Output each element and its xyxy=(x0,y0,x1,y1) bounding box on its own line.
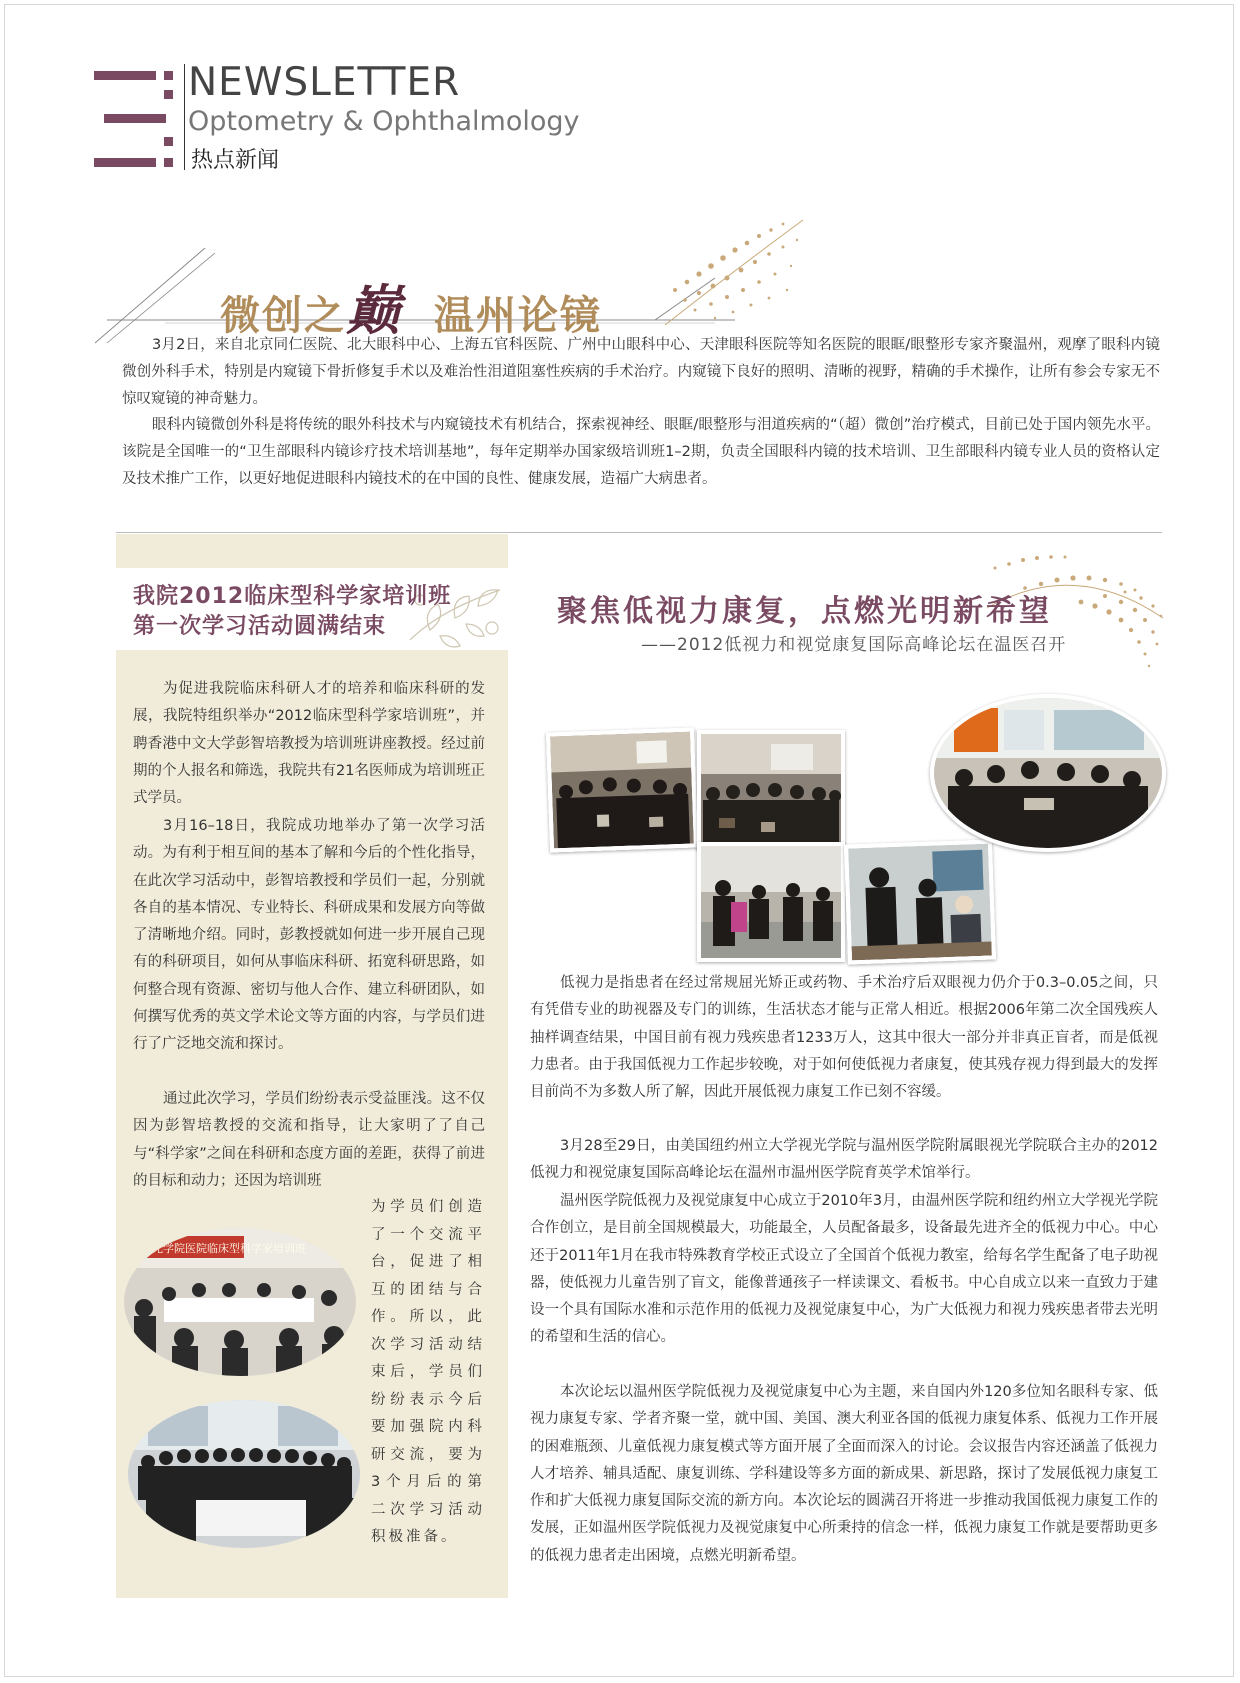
forum-photo-1 xyxy=(546,727,698,852)
forum-photo-2 xyxy=(697,730,845,850)
right-article-subtitle: ——2012低视力和视觉康复国际高峰论坛在温医召开 xyxy=(641,635,1067,655)
newsletter-title: NEWSLETTER xyxy=(188,60,461,105)
feature-paragraph-2: 眼科内镜微创外科是将传统的眼外科技术与内窥镜技术有机结合，探索视神经、眼眶/眼整形与泪道疾病的“（超）微创”治疗模式，目前已处于国内领先水平。该院是全国唯一的“卫生部眼科内镜诊疗技术培训基地”，每年定期举办国家级培训班1–2期，负责全国眼科内镜的技术培训、卫生部眼科内镜专业人员的资格认定及技术推广工作，以更好地促进眼科内镜技术的在中国的良性、健康发展，造福广大病患者。 xyxy=(122,417,1160,487)
decorative-dot-spray xyxy=(655,210,805,330)
feature-paragraph-1: 3月2日，来自北京同仁医院、北大眼科中心、上海五官科医院、广州中山眼科中心、天津眼科医院等知名医院的眼眶/眼整形专家齐聚温州，观摩了眼科内镜微创外科手术，特别是内窥镜下骨折修复手术以及难治性泪道阻塞性疾病的手术治疗。内窥镜下良好的照明、清晰的视野，精确的手术操作，让所有参会专家无不惊叹窥镜的神奇魅力。 xyxy=(122,337,1160,407)
right-paragraph-1: 低视力是指患者在经过常规屈光矫正或药物、手术治疗后双眼视力仍介于0.3–0.05之间，只有凭借专业的助视器及专门的训练，生活状态才能与正常人相近。根据2006年第二次全国残疾人抽样调查结果，中国目前有视力残疾患者1233万人，这其中很大一部分并非真正盲者，而是低视力患者。由于我国低视力工作起步较晚，对于如何使低视力者康复，使其残存视力得到最大的发挥目前尚不为多数人所了解，因此开展低视力康复工作已刻不容缓。 xyxy=(530,975,1158,1101)
training-photo-2 xyxy=(128,1400,360,1548)
forum-photo-4 xyxy=(844,839,996,964)
left-article-title: 我院2012临床型科学家培训班 第一次学习活动圆满结束 xyxy=(133,584,452,639)
feature-title: 微创之巅 温州论镜 xyxy=(220,278,602,342)
forum-photo-5 xyxy=(930,694,1166,852)
forum-photo-3 xyxy=(697,842,845,962)
right-article-title: 聚焦低视力康复，点燃光明新希望 xyxy=(557,594,1052,629)
right-paragraph-2: 3月28至29日，由美国纽约州立大学视光学院与温州医学院附属眼视光学院联合主办的2012低视力和视觉康复国际高峰论坛在温州市温州医学院育英学术馆举行。 xyxy=(530,1138,1158,1182)
right-paragraph-4: 本次论坛以温州医学院低视力及视觉康复中心为主题，来自国内外120多位知名眼科专家、低视力康复专家、学者齐聚一堂，就中国、美国、澳大利亚各国的低视力康复体系、低视力工作开展的困难瓶颈、儿童低视力康复模式等方面开展了全面而深入的讨论。会议报告内容还涵盖了低视力人才培养、辅具适配、康复训练、学科建设等多方面的新成果、新思路，探讨了发展低视力康复工作和扩大低视力康复国际交流的新方向。本次论坛的圆满召开将进一步推动我国低视力康复工作的发展，正如温州医学院低视力及视觉康复中心所秉持的信念一样，低视力康复工作就是要帮助更多的低视力患者走出困境，点燃光明新希望。 xyxy=(530,1384,1158,1564)
header-divider xyxy=(184,64,185,170)
left-paragraph-1: 为促进我院临床科研人才的培养和临床科研的发展，我院特组织举办“2012临床型科学家培训班”，并聘香港中文大学彭智培教授为培训班讲座教授。经过前期的个人报名和筛选，我院共有21名医师成为培训班正式学员。 xyxy=(133,681,485,807)
newsletter-subtitle: Optometry & Ophthalmology xyxy=(188,106,580,137)
section-label: 热点新闻 xyxy=(191,148,280,173)
left-paragraph-2: 3月16–18日，我院成功地举办了第一次学习活动。为有利于相互间的基本了解和今后的个性化指导，在此次学习活动中，彭智培教授和学员们一起，分别就各自的基本情况、专业特长、科研成果和发展方向等做了清晰地介绍。同时，彭教授就如何进一步开展自己现有的科研项目，如何从事临床科研、拓宽科研思路，如何整合现有资源、密切与他人合作、建立科研团队，如何撰写优秀的英文学术论文等方面的内容，与学员们进行了广泛地交流和探讨。 xyxy=(133,818,485,1053)
newsletter-logo xyxy=(94,69,174,169)
left-paragraph-3: 通过此次学习，学员们纷纷表示受益匪浅。这不仅因为彭智培教授的交流和指导，让大家明了了自己与“科学家”之间在科研和态度方面的差距，获得了前进的目标和动力；还因为培训班 xyxy=(133,1091,485,1189)
right-paragraph-3: 温州医学院低视力及视觉康复中心成立于2010年3月，由温州医学院和纽约州立大学视光学院合作创立，是目前全国规模最大，功能最全，人员配备最多，设备最先进齐全的低视力中心。中心还于2011年1月在我市特殊教育学校正式设立了全国首个低视力教室，给每名学生配备了电子助视器，使低视力儿童告别了盲文，能像普通孩子一样读课文、看板书。中心自成立以来一直致力于建设一个具有国际水准和示范作用的低视力及视觉康复中心，为广大低视力和视力残疾患者带去光明的希望和生活的信心。 xyxy=(530,1193,1158,1346)
left-paragraph-3-continued: 为学员们创造了一个交流平台，促进了相互的团结与合作。所以，此次学习活动结束后，学员们纷纷表示今后要加强院内科研交流，要为3个月后的第二次学习活动积极准备。 xyxy=(371,1199,485,1545)
section-divider xyxy=(116,532,1162,533)
training-photo-1 xyxy=(124,1228,356,1376)
photo-banner-text: 眼视光学院医院临床型科学家培训班 xyxy=(130,1242,306,1255)
